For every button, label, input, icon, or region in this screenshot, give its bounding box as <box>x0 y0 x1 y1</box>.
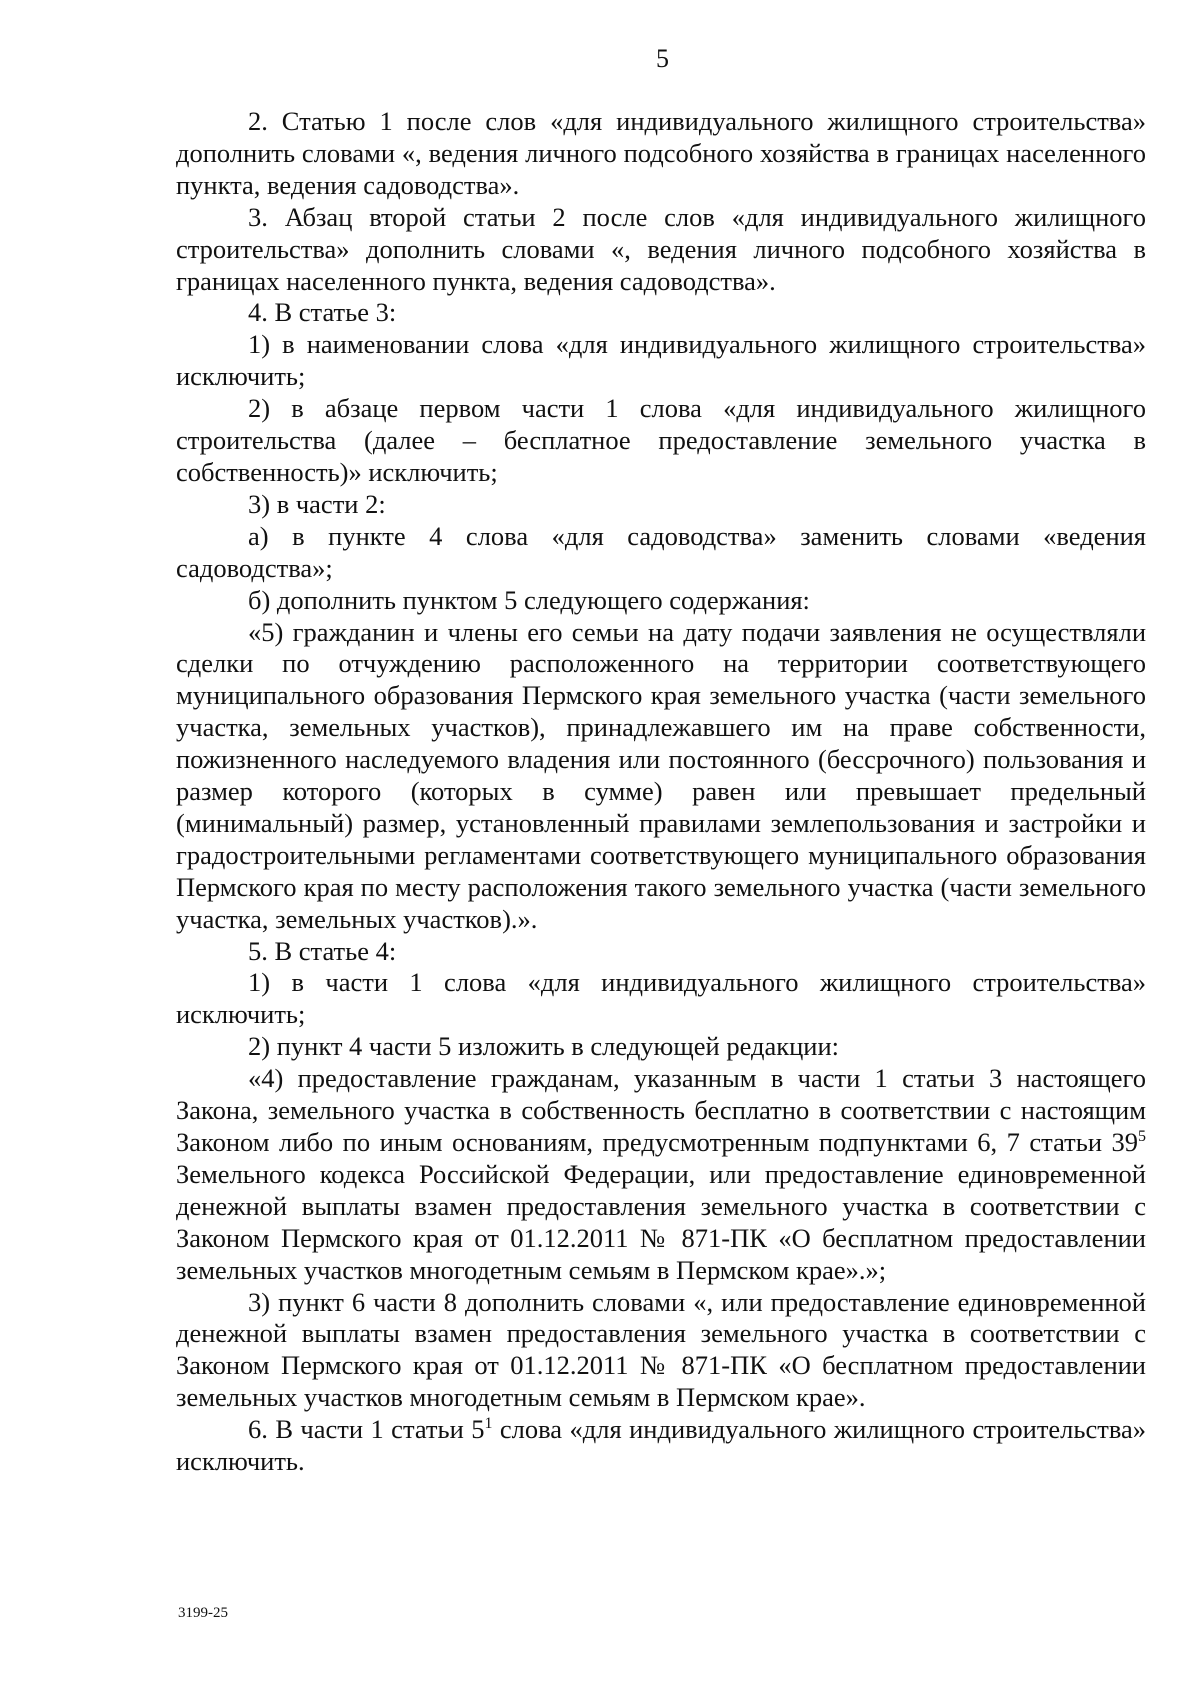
point4-text-after: Земельного кодекса Российской Федерации, или предоставление единовременной денежной выплаты взамен предоставления земельного участка в соответствии с Законом Пермского края от 01.12.2011 № 871-ПК «О бесплатном предоставлении земельных участков многодетным семьям в Пермском крае».»; <box>176 1158 1146 1285</box>
paragraph-article3-item3: 3) в части 2: <box>248 488 386 519</box>
paragraph-article3-item2: 2) в абзаце первом части 1 слова «для индивидуального жилищного строительства (далее – бесплатное предоставление земельного участка в собственность)» исключить; <box>176 393 1146 487</box>
article-superscript: 5 <box>1138 1128 1146 1145</box>
paragraph-article4-item3: 3) пункт 6 части 8 дополнить словами «, или предоставление единовременной денежной выплаты взамен предоставления земельного участка в соответствии с Законом Пермского края от 01.12.2011 № 871-ПК «О бесплатном предоставлении земельных участков многодетным семьям в Пермском крае». <box>176 1286 1146 1413</box>
paragraph-article1-amendment: 2. Статью 1 после слов «для индивидуального жилищного строительства» дополнить словами «, ведения личного подсобного хозяйства в границах населенного пункта, ведения садоводства». <box>176 106 1146 200</box>
article-superscript: 1 <box>484 1415 493 1433</box>
page-number: 5 <box>656 44 669 73</box>
paragraph-new-point4 <box>176 1063 1146 1286</box>
paragraph-article3-item1: 1) в наименовании слова «для индивидуального жилищного строительства» исключить; <box>176 329 1146 392</box>
paragraph-article5-1-amendment <box>176 1414 1146 1478</box>
paragraph-article3-heading: 4. В статье 3: <box>248 297 397 328</box>
point4-text-before: «4) предоставление гражданам, указанным в части 1 статьи 3 настоящего Закона, земельного участка в собственность бесплатно в соответствии с настоящим Законом либо по иным основаниям, предусмотренным подпунктами 6, 7 статьи 39 <box>176 1063 1146 1157</box>
article5-text-before: 6. В части 1 статьи 5 <box>248 1414 485 1445</box>
paragraph-article3-item3a: а) в пункте 4 слова «для садоводства» заменить словами «ведения садоводства»; <box>176 520 1146 583</box>
paragraph-article4-item2: 2) пункт 4 части 5 изложить в следующей редакции: <box>248 1031 840 1062</box>
paragraph-new-point5: «5) гражданин и члены его семьи на дату подачи заявления не осуществляли сделки по отчуждению расположенного на территории соответствующего муниципального образования Пермского края земельного участка (части земельного участка, земельных участков), принадлежавшего им на праве собственности, пожизненного наследуемого владения или постоянного (бессрочного) пользования и размер которого (которых в сумме) равен или превышает предельный (минимальный) размер, установленный правилами землепользования и застройки и градостроительными регламентами соответствующего муниципального образования Пермского края по месту расположения такого земельного участка (части земельного участка, земельных участков).». <box>176 616 1146 934</box>
document-code: 3199-25 <box>178 1605 228 1621</box>
paragraph-article4-item1: 1) в части 1 слова «для индивидуального жилищного строительства» исключить; <box>176 967 1146 1030</box>
paragraph-article3-item3b: б) дополнить пунктом 5 следующего содержания: <box>248 584 810 615</box>
article5-text-after: слова «для индивидуального жилищного строительства» исключить. <box>176 1414 1146 1477</box>
paragraph-article2-amendment: 3. Абзац второй статьи 2 после слов «для индивидуального жилищного строительства» дополнить словами «, ведения личного подсобного хозяйства в границах населенного пункта, ведения садоводства». <box>176 201 1146 296</box>
paragraph-article4-heading: 5. В статье 4: <box>248 935 397 966</box>
document-body <box>176 106 1146 1478</box>
